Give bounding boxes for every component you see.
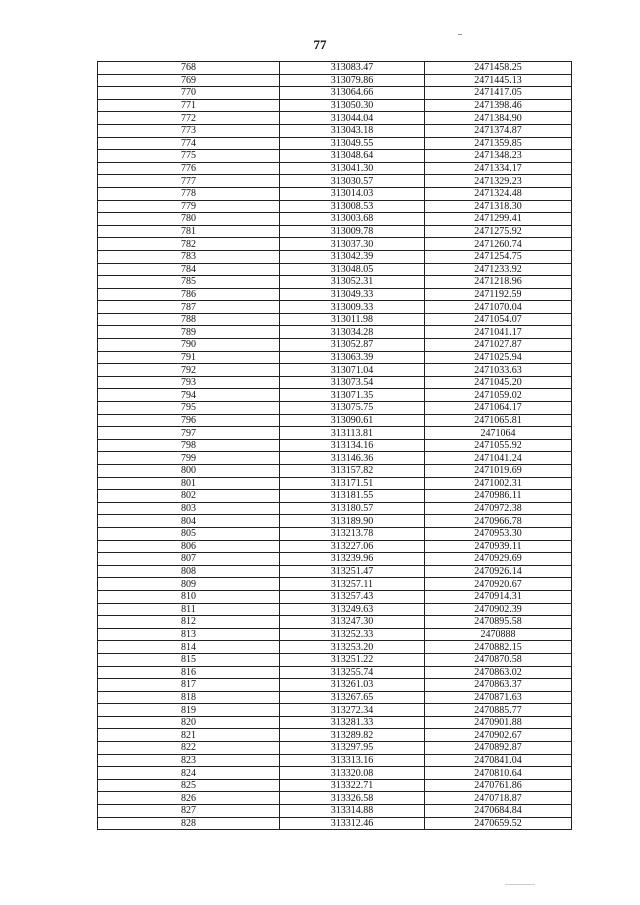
point-number-cell: 820 (98, 716, 280, 729)
y-coordinate-cell: 2471070.04 (425, 301, 572, 314)
x-coordinate-cell: 313048.05 (280, 263, 425, 276)
y-coordinate-cell: 2471233.92 (425, 263, 572, 276)
x-coordinate-cell: 313272.34 (280, 704, 425, 717)
x-coordinate-cell: 313079.86 (280, 74, 425, 87)
x-coordinate-cell: 313253.20 (280, 641, 425, 654)
x-coordinate-cell: 313052.31 (280, 276, 425, 289)
point-number-cell: 807 (98, 553, 280, 566)
y-coordinate-cell: 2471348.23 (425, 150, 572, 163)
table-row (98, 603, 572, 616)
table-row (98, 439, 572, 452)
x-coordinate-cell: 313239.96 (280, 553, 425, 566)
x-coordinate-cell: 313063.39 (280, 351, 425, 364)
table-row (98, 691, 572, 704)
table-row (98, 414, 572, 427)
x-coordinate-cell: 313267.65 (280, 691, 425, 704)
table-row (98, 137, 572, 150)
table-row (98, 339, 572, 352)
table-row (98, 767, 572, 780)
table-row (98, 716, 572, 729)
point-number-cell: 817 (98, 679, 280, 692)
point-number-cell: 784 (98, 263, 280, 276)
point-number-cell: 794 (98, 389, 280, 402)
y-coordinate-cell: 2471025.94 (425, 351, 572, 364)
point-number-cell: 824 (98, 767, 280, 780)
x-coordinate-cell: 313009.78 (280, 225, 425, 238)
x-coordinate-cell: 313043.18 (280, 124, 425, 137)
point-number-cell: 774 (98, 137, 280, 150)
y-coordinate-cell: 2471275.92 (425, 225, 572, 238)
coordinates-table (97, 61, 571, 830)
table-row (98, 490, 572, 503)
point-number-cell: 800 (98, 465, 280, 478)
point-number-cell: 772 (98, 112, 280, 125)
y-coordinate-cell: 2470885.77 (425, 704, 572, 717)
table-row (98, 200, 572, 213)
point-number-cell: 797 (98, 427, 280, 440)
y-coordinate-cell: 2471458.25 (425, 62, 572, 75)
y-coordinate-cell: 2471019.69 (425, 465, 572, 478)
point-number-cell: 815 (98, 653, 280, 666)
point-number-cell: 812 (98, 616, 280, 629)
x-coordinate-cell: 313146.36 (280, 452, 425, 465)
x-coordinate-cell: 313113.81 (280, 427, 425, 440)
table-row (98, 364, 572, 377)
x-coordinate-cell: 313071.35 (280, 389, 425, 402)
point-number-cell: 776 (98, 162, 280, 175)
table-row (98, 187, 572, 200)
y-coordinate-cell: 2470659.52 (425, 817, 572, 830)
table-row (98, 641, 572, 654)
x-coordinate-cell: 313289.82 (280, 729, 425, 742)
x-coordinate-cell: 313181.55 (280, 490, 425, 503)
table-row (98, 653, 572, 666)
x-coordinate-cell: 313073.54 (280, 376, 425, 389)
table-row (98, 99, 572, 112)
point-number-cell: 769 (98, 74, 280, 87)
y-coordinate-cell: 2470929.69 (425, 553, 572, 566)
y-coordinate-cell: 2470684.84 (425, 805, 572, 818)
x-coordinate-cell: 313075.75 (280, 402, 425, 415)
table-row (98, 779, 572, 792)
y-coordinate-cell: 2470920.67 (425, 578, 572, 591)
x-coordinate-cell: 313034.28 (280, 326, 425, 339)
table-row (98, 376, 572, 389)
point-number-cell: 802 (98, 490, 280, 503)
x-coordinate-cell: 313281.33 (280, 716, 425, 729)
table-row (98, 427, 572, 440)
y-coordinate-cell: 2470810.64 (425, 767, 572, 780)
table-row (98, 628, 572, 641)
y-coordinate-cell: 2471359.85 (425, 137, 572, 150)
x-coordinate-cell: 313297.95 (280, 742, 425, 755)
point-number-cell: 768 (98, 62, 280, 75)
y-coordinate-cell: 2471318.30 (425, 200, 572, 213)
x-coordinate-cell: 313044.04 (280, 112, 425, 125)
y-coordinate-cell: 2470895.58 (425, 616, 572, 629)
y-coordinate-cell: 2470986.11 (425, 490, 572, 503)
x-coordinate-cell: 313008.53 (280, 200, 425, 213)
point-number-cell: 780 (98, 213, 280, 226)
point-number-cell: 825 (98, 779, 280, 792)
table-row (98, 553, 572, 566)
point-number-cell: 788 (98, 313, 280, 326)
table-row (98, 578, 572, 591)
point-number-cell: 809 (98, 578, 280, 591)
table-row (98, 402, 572, 415)
table-row (98, 527, 572, 540)
y-coordinate-cell: 2471064.17 (425, 402, 572, 415)
y-coordinate-cell: 2470914.31 (425, 590, 572, 603)
x-coordinate-cell: 313042.39 (280, 250, 425, 263)
table-row (98, 477, 572, 490)
x-coordinate-cell: 313227.06 (280, 540, 425, 553)
y-coordinate-cell: 2470863.02 (425, 666, 572, 679)
x-coordinate-cell: 313064.66 (280, 87, 425, 100)
x-coordinate-cell: 313252.33 (280, 628, 425, 641)
point-number-cell: 777 (98, 175, 280, 188)
point-number-cell: 822 (98, 742, 280, 755)
x-coordinate-cell: 313071.04 (280, 364, 425, 377)
point-number-cell: 790 (98, 339, 280, 352)
y-coordinate-cell: 2470871.63 (425, 691, 572, 704)
point-number-cell: 786 (98, 288, 280, 301)
table-row (98, 175, 572, 188)
table-row (98, 565, 572, 578)
x-coordinate-cell: 313090.61 (280, 414, 425, 427)
y-coordinate-cell: 2471329.23 (425, 175, 572, 188)
y-coordinate-cell: 2471192.59 (425, 288, 572, 301)
point-number-cell: 798 (98, 439, 280, 452)
point-number-cell: 813 (98, 628, 280, 641)
point-number-cell: 818 (98, 691, 280, 704)
y-coordinate-cell: 2470966.78 (425, 515, 572, 528)
y-coordinate-cell: 2470901.88 (425, 716, 572, 729)
table-row (98, 666, 572, 679)
y-coordinate-cell: 2471064 (425, 427, 572, 440)
x-coordinate-cell: 313048.64 (280, 150, 425, 163)
y-coordinate-cell: 2471374.87 (425, 124, 572, 137)
x-coordinate-cell: 313312.46 (280, 817, 425, 830)
point-number-cell: 823 (98, 754, 280, 767)
point-number-cell: 792 (98, 364, 280, 377)
point-number-cell: 828 (98, 817, 280, 830)
point-number-cell: 793 (98, 376, 280, 389)
y-coordinate-cell: 2471065.81 (425, 414, 572, 427)
x-coordinate-cell: 313313.16 (280, 754, 425, 767)
point-number-cell: 806 (98, 540, 280, 553)
table-row (98, 754, 572, 767)
point-number-cell: 816 (98, 666, 280, 679)
y-coordinate-cell: 2471254.75 (425, 250, 572, 263)
point-number-cell: 801 (98, 477, 280, 490)
y-coordinate-cell: 2470841.04 (425, 754, 572, 767)
scan-mark (505, 884, 535, 885)
x-coordinate-cell: 313314.88 (280, 805, 425, 818)
x-coordinate-cell: 313257.43 (280, 590, 425, 603)
y-coordinate-cell: 2470926.14 (425, 565, 572, 578)
table-row (98, 704, 572, 717)
point-number-cell: 791 (98, 351, 280, 364)
point-number-cell: 803 (98, 502, 280, 515)
y-coordinate-cell: 2470888 (425, 628, 572, 641)
x-coordinate-cell: 313320.08 (280, 767, 425, 780)
point-number-cell: 779 (98, 200, 280, 213)
y-coordinate-cell: 2471384.90 (425, 112, 572, 125)
table-row (98, 817, 572, 830)
table-row (98, 502, 572, 515)
point-number-cell: 770 (98, 87, 280, 100)
table-row (98, 351, 572, 364)
x-coordinate-cell: 313003.68 (280, 213, 425, 226)
table-row (98, 276, 572, 289)
point-number-cell: 782 (98, 238, 280, 251)
y-coordinate-cell: 2470870.58 (425, 653, 572, 666)
table-row (98, 452, 572, 465)
x-coordinate-cell: 313009.33 (280, 301, 425, 314)
table-row (98, 792, 572, 805)
x-coordinate-cell: 313257.11 (280, 578, 425, 591)
table-row (98, 679, 572, 692)
point-number-cell: 787 (98, 301, 280, 314)
page-number: 77 (313, 37, 327, 52)
table-row (98, 250, 572, 263)
y-coordinate-cell: 2471260.74 (425, 238, 572, 251)
x-coordinate-cell: 313322.71 (280, 779, 425, 792)
x-coordinate-cell: 313251.47 (280, 565, 425, 578)
y-coordinate-cell: 2470863.37 (425, 679, 572, 692)
point-number-cell: 799 (98, 452, 280, 465)
x-coordinate-cell: 313052.87 (280, 339, 425, 352)
y-coordinate-cell: 2471041.17 (425, 326, 572, 339)
table-row (98, 590, 572, 603)
x-coordinate-cell: 313011.98 (280, 313, 425, 326)
y-coordinate-cell: 2471299.41 (425, 213, 572, 226)
point-number-cell: 808 (98, 565, 280, 578)
table-row (98, 150, 572, 163)
y-coordinate-cell: 2470761.86 (425, 779, 572, 792)
table-row (98, 225, 572, 238)
table-row (98, 326, 572, 339)
point-number-cell: 810 (98, 590, 280, 603)
table-row (98, 465, 572, 478)
y-coordinate-cell: 2470718.87 (425, 792, 572, 805)
x-coordinate-cell: 313213.78 (280, 527, 425, 540)
point-number-cell: 811 (98, 603, 280, 616)
x-coordinate-cell: 313134.16 (280, 439, 425, 452)
table-row (98, 389, 572, 402)
y-coordinate-cell: 2471027.87 (425, 339, 572, 352)
table-row (98, 213, 572, 226)
table-row (98, 238, 572, 251)
y-coordinate-cell: 2470939.11 (425, 540, 572, 553)
point-number-cell: 827 (98, 805, 280, 818)
table-row (98, 616, 572, 629)
table-row (98, 742, 572, 755)
y-coordinate-cell: 2470902.39 (425, 603, 572, 616)
table-row (98, 301, 572, 314)
x-coordinate-cell: 313030.57 (280, 175, 425, 188)
x-coordinate-cell: 313189.90 (280, 515, 425, 528)
x-coordinate-cell: 313083.47 (280, 62, 425, 75)
x-coordinate-cell: 313251.22 (280, 653, 425, 666)
point-number-cell: 819 (98, 704, 280, 717)
y-coordinate-cell: 2470892.87 (425, 742, 572, 755)
x-coordinate-cell: 313249.63 (280, 603, 425, 616)
y-coordinate-cell: 2471045.20 (425, 376, 572, 389)
x-coordinate-cell: 313037.30 (280, 238, 425, 251)
table-row (98, 729, 572, 742)
table-row (98, 162, 572, 175)
point-number-cell: 796 (98, 414, 280, 427)
point-number-cell: 785 (98, 276, 280, 289)
point-number-cell: 775 (98, 150, 280, 163)
x-coordinate-cell: 313180.57 (280, 502, 425, 515)
table-row (98, 112, 572, 125)
x-coordinate-cell: 313157.82 (280, 465, 425, 478)
table-row (98, 313, 572, 326)
x-coordinate-cell: 313050.30 (280, 99, 425, 112)
y-coordinate-cell: 2470972.38 (425, 502, 572, 515)
x-coordinate-cell: 313049.33 (280, 288, 425, 301)
y-coordinate-cell: 2470953.30 (425, 527, 572, 540)
table-row (98, 515, 572, 528)
y-coordinate-cell: 2470902.67 (425, 729, 572, 742)
y-coordinate-cell: 2471445.13 (425, 74, 572, 87)
table-row (98, 540, 572, 553)
x-coordinate-cell: 313041.30 (280, 162, 425, 175)
point-number-cell: 804 (98, 515, 280, 528)
x-coordinate-cell: 313171.51 (280, 477, 425, 490)
point-number-cell: 773 (98, 124, 280, 137)
point-number-cell: 805 (98, 527, 280, 540)
y-coordinate-cell: 2471417.05 (425, 87, 572, 100)
y-coordinate-cell: 2471002.31 (425, 477, 572, 490)
y-coordinate-cell: 2471033.63 (425, 364, 572, 377)
x-coordinate-cell: 313049.55 (280, 137, 425, 150)
table-row (98, 263, 572, 276)
x-coordinate-cell: 313255.74 (280, 666, 425, 679)
point-number-cell: 789 (98, 326, 280, 339)
x-coordinate-cell: 313014.03 (280, 187, 425, 200)
y-coordinate-cell: 2471324.48 (425, 187, 572, 200)
point-number-cell: 771 (98, 99, 280, 112)
y-coordinate-cell: 2471334.17 (425, 162, 572, 175)
point-number-cell: 795 (98, 402, 280, 415)
y-coordinate-cell: 2470882.15 (425, 641, 572, 654)
point-number-cell: 781 (98, 225, 280, 238)
table-row (98, 805, 572, 818)
table-row (98, 87, 572, 100)
y-coordinate-cell: 2471059.02 (425, 389, 572, 402)
point-number-cell: 814 (98, 641, 280, 654)
point-number-cell: 821 (98, 729, 280, 742)
table-row (98, 288, 572, 301)
x-coordinate-cell: 313247.30 (280, 616, 425, 629)
point-number-cell: 783 (98, 250, 280, 263)
table-row (98, 62, 572, 75)
table-row (98, 124, 572, 137)
table-row (98, 74, 572, 87)
point-number-cell: 778 (98, 187, 280, 200)
x-coordinate-cell: 313261.03 (280, 679, 425, 692)
scan-mark (458, 34, 462, 35)
y-coordinate-cell: 2471041.24 (425, 452, 572, 465)
y-coordinate-cell: 2471055.92 (425, 439, 572, 452)
y-coordinate-cell: 2471398.46 (425, 99, 572, 112)
x-coordinate-cell: 313326.58 (280, 792, 425, 805)
table-body (98, 62, 572, 830)
y-coordinate-cell: 2471218.96 (425, 276, 572, 289)
point-number-cell: 826 (98, 792, 280, 805)
y-coordinate-cell: 2471054.07 (425, 313, 572, 326)
